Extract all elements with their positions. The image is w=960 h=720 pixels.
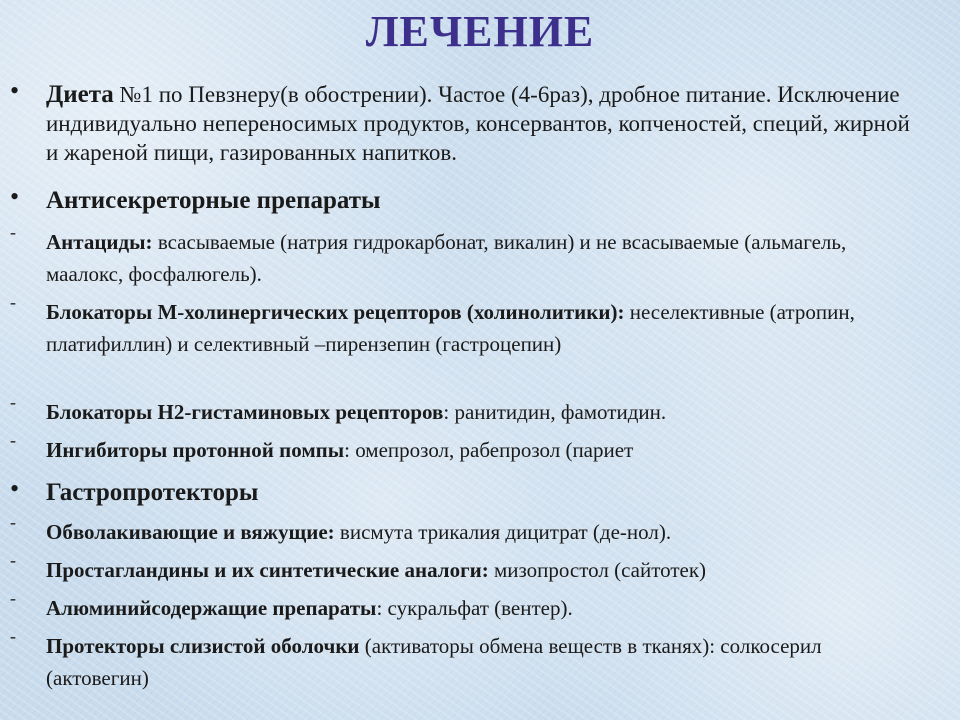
dash-marker: - bbox=[10, 512, 16, 532]
item-heading: Блокаторы Н2-гистаминовых рецепторов bbox=[46, 400, 444, 424]
item-heading: Антисекреторные препараты bbox=[46, 187, 381, 214]
item-text: мизопростол (сайтотек) bbox=[488, 558, 707, 582]
item-text: всасываемые (натрия гидрокарбонат, викалин) и не всасываемые (альмагель, маалокс, фосфалюгель). bbox=[46, 230, 847, 286]
item-heading: Блокаторы М-холинергических рецепторов (холинолитики): bbox=[46, 300, 625, 324]
item-text: (активаторы обмена веществ в тканях): солкосерил (актовегин) bbox=[46, 634, 822, 690]
list-item-gastroprotectors bbox=[10, 474, 926, 507]
dash-marker: - bbox=[10, 392, 16, 412]
list-item-diet bbox=[10, 76, 926, 167]
item-heading: Антациды: bbox=[46, 230, 153, 254]
item-heading: Обволакивающие и вяжущие: bbox=[46, 520, 335, 544]
list-item-aluminium bbox=[10, 588, 926, 624]
item-text: неселективные (атропин, платифиллин) и селективный –пирензепин (гастроцепин) bbox=[46, 300, 855, 356]
list-item-h2-blockers bbox=[10, 392, 926, 428]
list-item-antacids bbox=[10, 222, 926, 290]
dash-marker: - bbox=[10, 550, 16, 570]
bullet-marker: • bbox=[10, 474, 20, 503]
slide-title: ЛЕЧЕНИЕ bbox=[365, 7, 595, 56]
item-heading: Алюминийсодержащие препараты bbox=[46, 596, 377, 620]
item-heading: Гастропротекторы bbox=[46, 479, 259, 506]
dash-marker: - bbox=[10, 430, 16, 450]
item-text: висмута трикалия дицитрат (де-нол). bbox=[334, 520, 672, 544]
item-text: : ранитидин, фамотидин. bbox=[443, 400, 667, 424]
dash-marker: - bbox=[10, 222, 16, 242]
item-heading: Протекторы слизистой оболочки bbox=[46, 634, 360, 658]
dash-marker: - bbox=[10, 626, 16, 646]
list-item-prostaglandins bbox=[10, 550, 926, 586]
bullet-marker: • bbox=[10, 182, 20, 211]
dash-marker: - bbox=[10, 292, 16, 312]
list-item-mucosa-protectors bbox=[10, 626, 926, 694]
bullet-marker: • bbox=[10, 76, 20, 105]
item-heading: Простагландины и их синтетические аналоги: bbox=[46, 558, 489, 582]
list-item-ppi bbox=[10, 430, 926, 466]
list-item-antisecretory bbox=[10, 182, 926, 215]
dash-marker: - bbox=[10, 588, 16, 608]
list-item-coating bbox=[10, 512, 926, 548]
item-text: №1 по Певзнеру(в обострении). Частое (4-6раз), дробное питание. Исключение индивидуально непереносимых продуктов, консервантов, копченостей, специй, жирной и жареной пищи, газированных напитков. bbox=[46, 82, 910, 165]
item-heading: Диета bbox=[46, 81, 114, 108]
item-text: : омепрозол, рабепрозол (париет bbox=[344, 438, 634, 462]
item-text: : сукральфат (вентер). bbox=[376, 596, 573, 620]
list-item-m-blockers bbox=[10, 292, 926, 360]
item-heading: Ингибиторы протонной помпы bbox=[46, 438, 345, 462]
